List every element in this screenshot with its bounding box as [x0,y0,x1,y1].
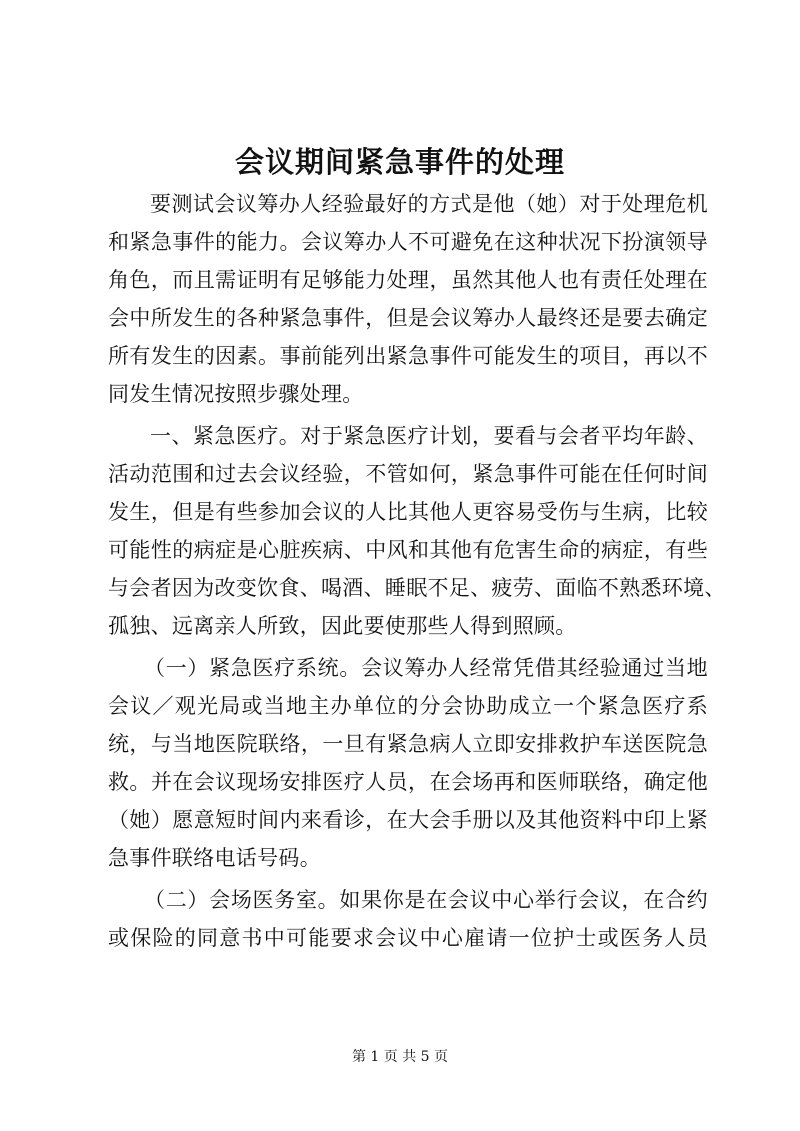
text-line: 和紧急事件的能力。会议筹办人不可避免在这种状况下扮演领导 [108,230,708,254]
paragraph-emergency-medical [108,417,726,645]
text-line: 发生，但是有些参加会议的人比其他人更容易受伤与生病，比较 [108,500,708,524]
text-line: 所有发生的因素。事前能列出紧急事件可能发生的项目，再以不 [108,344,708,368]
text-line: 与会者因为改变饮食、喝酒、睡眠不足、疲劳、面临不熟悉环境、 [108,576,726,600]
text-line: 同发生情况按照步骤处理。 [108,382,364,406]
text-line: 救。并在会议现场安排医疗人员，在会场再和医师联络，确定他 [108,770,708,794]
text-line: （她）愿意短时间内来看诊，在大会手册以及其他资料中印上紧 [108,808,708,832]
text-line: 孤独、远离亲人所致，因此要使那些人得到照顾。 [108,614,577,638]
document-body [108,185,726,957]
page-footer: 第 1 页 共 5 页 [351,1049,449,1065]
text-line: 要测试会议筹办人经验最好的方式是他（她）对于处理危机 [150,192,708,216]
text-line: 会中所发生的各种紧急事件，但是会议筹办人最终还是要去确定 [108,306,708,330]
text-line: 会议／观光局或当地主办单位的分会协助成立一个紧急医疗系 [108,694,708,718]
paragraph-intro [108,185,708,413]
text-line: （一）紧急医疗系统。会议筹办人经常凭借其经验通过当地 [144,656,708,680]
text-line: 一、紧急医疗。对于紧急医疗计划，要看与会者平均年龄、 [150,424,708,448]
text-line: 统，与当地医院联络，一旦有紧急病人立即安排救护车送医院急 [108,732,708,756]
text-line: （二）会场医务室。如果你是在会议中心举行会议，在合约 [144,888,708,912]
text-line: 活动范围和过去会议经验，不管如何，紧急事件可能在任何时间 [108,462,708,486]
text-line: 角色，而且需证明有足够能力处理，虽然其他人也有责任处理在 [108,268,708,292]
paragraph-emergency-system [108,649,708,877]
text-line: 或保险的同意书中可能要求会议中心雇请一位护士或医务人员 [108,926,708,950]
document-title: 会议期间紧急事件的处理 [234,145,565,179]
text-line: 可能性的病症是心脏疾病、中风和其他有危害生命的病症，有些 [108,538,708,562]
text-line: 急事件联络电话号码。 [108,846,321,870]
paragraph-medical-room [108,881,708,957]
